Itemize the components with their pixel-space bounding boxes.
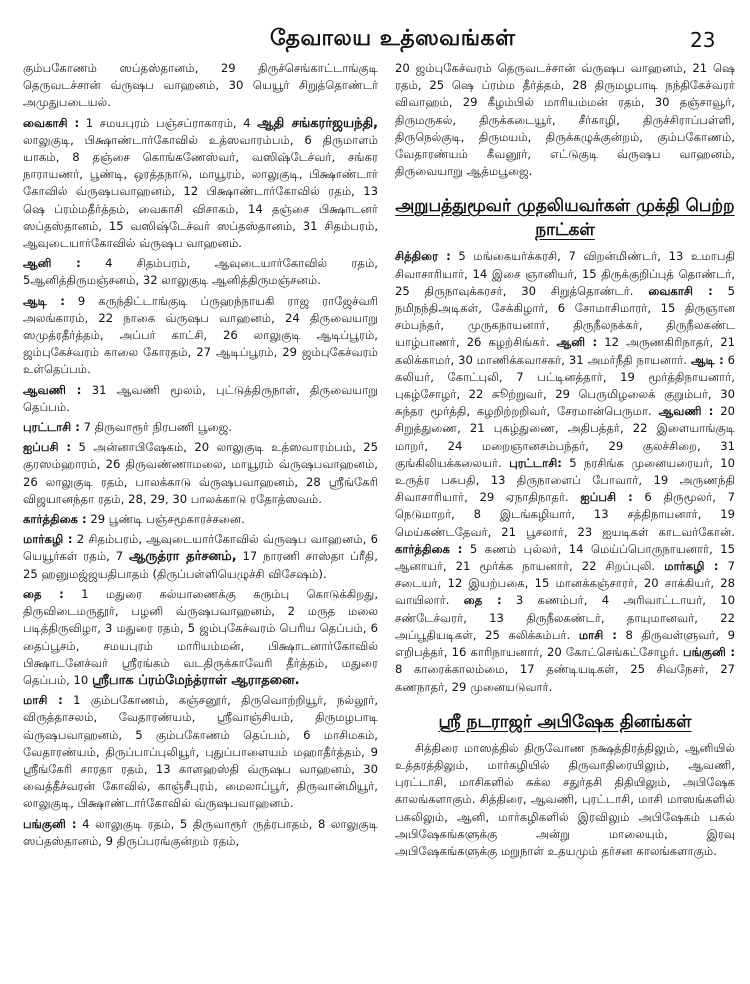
entry-text: 5 நரசிங்க முனையரையர், 10 உருத்ர பசுபதி, 13 திருநாளைப் போவார், 19 அருணந்தி சிவாசாரியார், 29 ஏநாதிநாதர். (395, 455, 736, 505)
entry-text: 4 சிதம்பரம், ஆவுடையார்கோவில் ரதம், 5ஆனித்திருமஞ்சனம், 32 லாலுகுடி ஆனித்திருமஞ்சனம். (23, 256, 378, 288)
month-label: மாசி : (578, 627, 617, 642)
entry-text: 1 கும்பகோணம், கஞ்சனூர், திருவொற்றியூர், நல்லூர், விருத்தாசலம், வேதாரண்யம், ஸ்ரீவாஞ்சியம், திருமழபாடி வ்ருஷபவாஹனம், 5 கும்பகோணம் தெப்பம், 6 மாசிமகம், வேதாரண்யம், திருப்பாப்புலியூர், புதுப்பாளையம் மஹாதீர்த்தம், 9 ஸ்ரீங்கேரி சாரதா ரதம், 13 காளஹஸ்தி வ்ருஷப வாஹனம், 30 வைத்தீச்வரன் கோவில், காஞ்சீபுரம், மைலாப்பூர், திருவான்மியூர், லாலுகுடி, பிக்ஷாண்டார்கோவில் வ்ருஷபவாஹனம். (23, 693, 379, 811)
entry-text: 1 சமயபுரம் பஞ்சப்ராகாரம், 4 (85, 115, 251, 130)
highlight-text: ஆதி சங்கரர்ஜயந்தி, (257, 115, 379, 131)
month-entry-thai (23, 586, 378, 689)
month-label: மார்கழி : (664, 559, 719, 574)
month-label: தை : (23, 586, 64, 601)
page-header (0, 26, 750, 62)
entry-text: 5 கணம் புல்லர், 14 மெய்ப்பொருநாயனார், 15 ஆனாயர், 21 மூர்க்க நாயனார், 22 சிறப்புலி. (395, 541, 736, 574)
entry-text: 9 கருந்திட்டாங்குடி ப்ருஹந்நாயகி ராஜ ராஜேச்வரி அலங்காரம், 22 நாகை வ்ருஷப வாஹனம், 24 திருவையாறு ஸமுத்ரதீர்த்தம், அப்பர் காட்சி, 26 லாலுகுடி ஆடிப்பூரம், ஜம்புகேச்வரம் காலை கோரதம், 27 ஆடிப்பூரம், 29 ஜம்புகேச்வரம் உள்தெப்பம். (23, 293, 379, 377)
entry-text: 5 அன்னாபிஷேகம், 20 லாலுகுடி உத்ஸவாரம்பம், 25 குரஸம்ஹாரம், 26 திருவண்ணாமலை, மாயூரம் வ்ருஷபவாஹனம், 26 லாலுகுடி ரதம், பாலக்காடு வ்ருஷபவாஹனம், 28 ஸ்ரீங்கேரி விஜயானந்தா ரதம், 28, 29, 30 பாலக்காடு ரதோத்ஸவம். (23, 440, 378, 506)
month-label: கார்த்திகை : (23, 512, 87, 527)
month-entry-karthigai (23, 511, 378, 528)
paragraph (395, 60, 735, 180)
month-label: ஆடி : (23, 293, 65, 308)
month-entry-purattasi (23, 419, 378, 436)
month-label: புரட்டாசி: (509, 455, 562, 470)
month-label: பங்குனி : (682, 645, 736, 660)
month-label: ஆவணி : (23, 382, 82, 397)
month-label: புரட்டாசி : (23, 420, 80, 435)
entry-text: 4 லாலுகுடி ரதம், 5 திருவாரூர் ருத்ரபாதம், 8 லாலுகுடி ஸப்தஸ்தானம், 9 திருப்பரங்குன்றம் ரதம், (23, 816, 379, 848)
right-column (395, 60, 735, 863)
entry-text: 29 பூண்டி பஞ்சமூகாரச்சனை. (90, 512, 245, 527)
paragraph-text: கும்பகோணம் ஸப்தஸ்தானம், 29 திருச்செங்காட்டாங்குடி தெருவடச்சான் வ்ருஷப வாஹனம், 30 யெயூர் சிறுத்தொண்டர் அமுதுபடையல். (23, 61, 378, 110)
entry-text: 6 கலியர், கோட்புலி, 7 பட்டினத்தார், 19 மூர்த்திநாயனார், புகழ்சோழர், 22 சுூற்றுவர், 29 பெருமிழலைக் குறும்பர், 30 சுந்தர மூர்த்தி, கழறிற்றறிவர், சேரமான்பெருமா. (395, 352, 736, 419)
entry-text: 5 நமிநந்திஅடிகள், சேக்கிழார், 6 சோமாசிமாரர், 15 திருஞான சம்பந்தர், முருகநாயனார், திருநீலநக்கர், திருநீலகண்ட யாழ்பாணர், 26 கழற்சிங்கர். (395, 283, 736, 350)
entry-text: 7 திருவாரூர் நிரபணி பூஜை. (83, 420, 232, 435)
entry-text: 7 சடையர், 12 இயற்பகை, 15 மானக்கஞ்சாரர், 20 சாக்கியர், 28 வாயிலார். (395, 559, 735, 608)
entry-text: 20 சிறுத்துணை, 21 புகழ்துணை, அதிபத்தர், 22 இளையாங்குடி மாறர், 24 மறைஞானசம்பந்தர், 29 குலச்சிறை, 31 குங்கிலியக்கலையர். (395, 404, 736, 470)
page-title: தேவாலய உத்ஸவங்கள் (270, 26, 516, 51)
entry-text: 1 மதுரை கல்யாணைக்கு கரும்பு கொடுக்கிறது, திருவிடைமருதூர், பழனி வ்ருஷபவாஹனம், 2 மருத மலை படித்திருவிழா, 3 மதுரை ரதம், 5 ஜம்புகேச்வரம் பெரிய தெப்பம், 6 தைப்பூசம், சமயபுரம் மாரியம்மன், பிக்ஷாடனார்கோவில் பிக்ஷாடனேச்வர் ஸ்ரீரங்கம் வடதிருக்காவேரி தீர்த்தம், மதுரை தெப்பம், 10 (23, 586, 379, 687)
entry-text: 3 கணம்பர், 4 அரிவாட்டாயர், 10 சண்டேச்வரர், 13 திருநீலகண்டர், தாயுமானவர், 22 அப்பூதியடிகள், 25 கலிக்கம்பர். (395, 593, 736, 642)
month-entry-panguni (23, 816, 378, 850)
entry-text: 2 சிதம்பரம், ஆவுடையார்கோவில் வ்ருஷப வாஹனம், 6 யெயூர்கள் ரதம், 7 (23, 532, 378, 564)
month-entry-aippasi (23, 439, 378, 508)
highlight-text: ஸ்ரீபாக ப்ரம்மேந்த்ராள் ஆராதனை. (91, 672, 300, 688)
nayanmar-list (395, 248, 735, 695)
entry-text: 17 நாரணி சாஸ்தா ப்ரீதி, 25 ஹனுமஜ்ஜயதிபாதம் (திருப்பள்ளியெழுச்சி விசேஷம்). (23, 549, 378, 581)
left-column (23, 60, 378, 853)
entry-text: 12 அருணகிரிநாதர், 21 கலிக்காமர், 30 மாணிக்கவாசகர், 31 அமர்நீதி நாயனார். (395, 335, 735, 367)
month-entry-margazhi (23, 531, 378, 583)
section-title-nayanmar: அறுபத்துமூவர் முதலியவர்கள் முக்தி பெற்ற நாட்கள் (395, 196, 735, 241)
month-entry-maasi (23, 692, 378, 812)
month-label: ஆவணி : (658, 404, 714, 419)
month-entry-aani (23, 255, 378, 289)
month-entry-vaikasi (23, 115, 378, 253)
month-label: ஐப்பசி : (580, 490, 633, 505)
section-title-nataraja: ஸ்ரீ நடராஜர் அபிஷேக தினங்கள் (438, 711, 692, 732)
paragraph-text: சித்திரை மாஸத்தில் திருவோண நக்ஷத்திரத்திலும், ஆனியில் உத்தரத்திலும், மார்கழியில் திருவாதிரையிலும், ஆவணி, புரட்டாசி, மாசிகளில் சுக்ல சதுர்தசி திதியிலும், அபிஷேக காலங்களாகும். சித்திரை, ஆவணி, புரட்டாசி, மாசி மாஸங்களில் பகலிலும், ஆனி, மார்கழிகளில் இரவிலும் அபிஷேகம் பகல் அபிஷேகங்களுக்கு அன்று மாலையும், இரவு அபிஷேகங்களுக்கு மறுநாள் உதயமும் தர்சன காலங்களாகும். (395, 740, 735, 858)
month-label: ஐப்பசி : (23, 440, 72, 455)
page-number: 23 (690, 28, 716, 52)
month-label: தை : (463, 593, 502, 608)
month-label: ஆனி : (556, 335, 598, 350)
month-label: பங்குனி : (23, 816, 77, 831)
paragraph-text: 20 ஜம்புகேச்வரம் தெருவடச்சான் வ்ருஷப வாஹனம், 21 ஷெ ரதம், 25 ஷெ ப்ரம்ம தீர்த்தம், 28 திருமழபாடி நந்திகேச்வரர் விவாஹம், 29 கீழம்பில் மாரியம்மன் ரதம், 30 தஞ்சாவூர், திருமருகல், திருக்கடையூர், சீர்காழி, திருச்சிராப்பள்ளி, திருநெல்குடி, திருமயம், திருக்கழுக்குன்றம், கும்பகோணம், வேதாரண்யம் கீவனூர், எட்டுகுடி வ்ருஷப வாஹனம், திருவையாறு ஆத்மபூஜை. (395, 61, 735, 179)
month-label: மார்கழி : (23, 532, 73, 547)
month-label: சித்திரை : (395, 249, 451, 264)
entry-text: 5 மங்கையர்க்கரசி, 7 விறன்மிண்டர், 13 உமாபதி சிவாசாரியார், 14 இசை ஞானியர், 15 திருக்குறிப்புத் தொண்டர், 25 திருநாவுக்கரசர், 30 சிறுத்தொண்டர். (395, 249, 735, 298)
month-entry-aadi (23, 293, 378, 379)
month-label: வைகாசி : (23, 115, 80, 130)
entry-text: லாலுகுடி, பிக்ஷாண்டார்கோவில் உத்ஸவாரம்பம், 6 திருமாளம் யாகம், 8 தஞ்சை கொங்கணேஸ்வர், வஸிஷ்டேச்வர், சங்கர நாராயணர், பூண்டி, ஒரத்தநாடு, மாயூரம், லாலுகுடி, பிக்ஷாண்டார் கோவில் வ்ருஷபவாஹனம், 12 பிக்ஷாண்டார்கோவில் ரதம், 13 ஷெ ப்ரம்மதீர்த்தம், வைகாசி விசாகம், 14 தஞ்சை பிக்ஷாடனர் ஸப்தஸ்தானம், 15 வஸிஷ்டேச்வர் ஸப்தஸ்தானம், 31 சிதம்பரம், ஆவுடையார்கோவில் வ்ருஷப வாஹனம். (23, 132, 378, 251)
entry-text: 8 திருவள்ளுவர், 9 எறிபத்தர், 16 காரிநாயனார், 20 கோட்செங்கட்சோழர். (395, 627, 735, 660)
month-label: ஆனி : (23, 256, 81, 271)
month-label: வைகாசி : (648, 283, 713, 298)
entry-text: 8 காரைக்காலம்மை, 17 தண்டியடிகள், 25 சிவநேசர், 27 கணநாதர், 29 முனையடுவார். (395, 662, 735, 694)
nataraja-paragraph (395, 740, 735, 860)
paragraph (23, 60, 378, 112)
month-label: மாசி : (23, 693, 63, 708)
entry-text: 6 திருமூலர், 7 நெடுமாறர், 8 இடங்கழியார், 13 சத்திநாயனார், 19 மெய்கண்டதேவர், 21 பூசலார், 23 ஐயடிகள் காடவர்கோன். (395, 490, 735, 539)
month-entry-aavani (23, 382, 378, 416)
month-label: ஆடி : (690, 352, 724, 367)
highlight-text: ஆருத்ரா தர்சனம், (128, 549, 237, 565)
month-label: கார்த்திகை : (395, 541, 463, 556)
entry-text: 31 ஆவணி மூலம், புட்டுத்திருநாள், திருவையாறு தெப்பம். (23, 382, 378, 414)
